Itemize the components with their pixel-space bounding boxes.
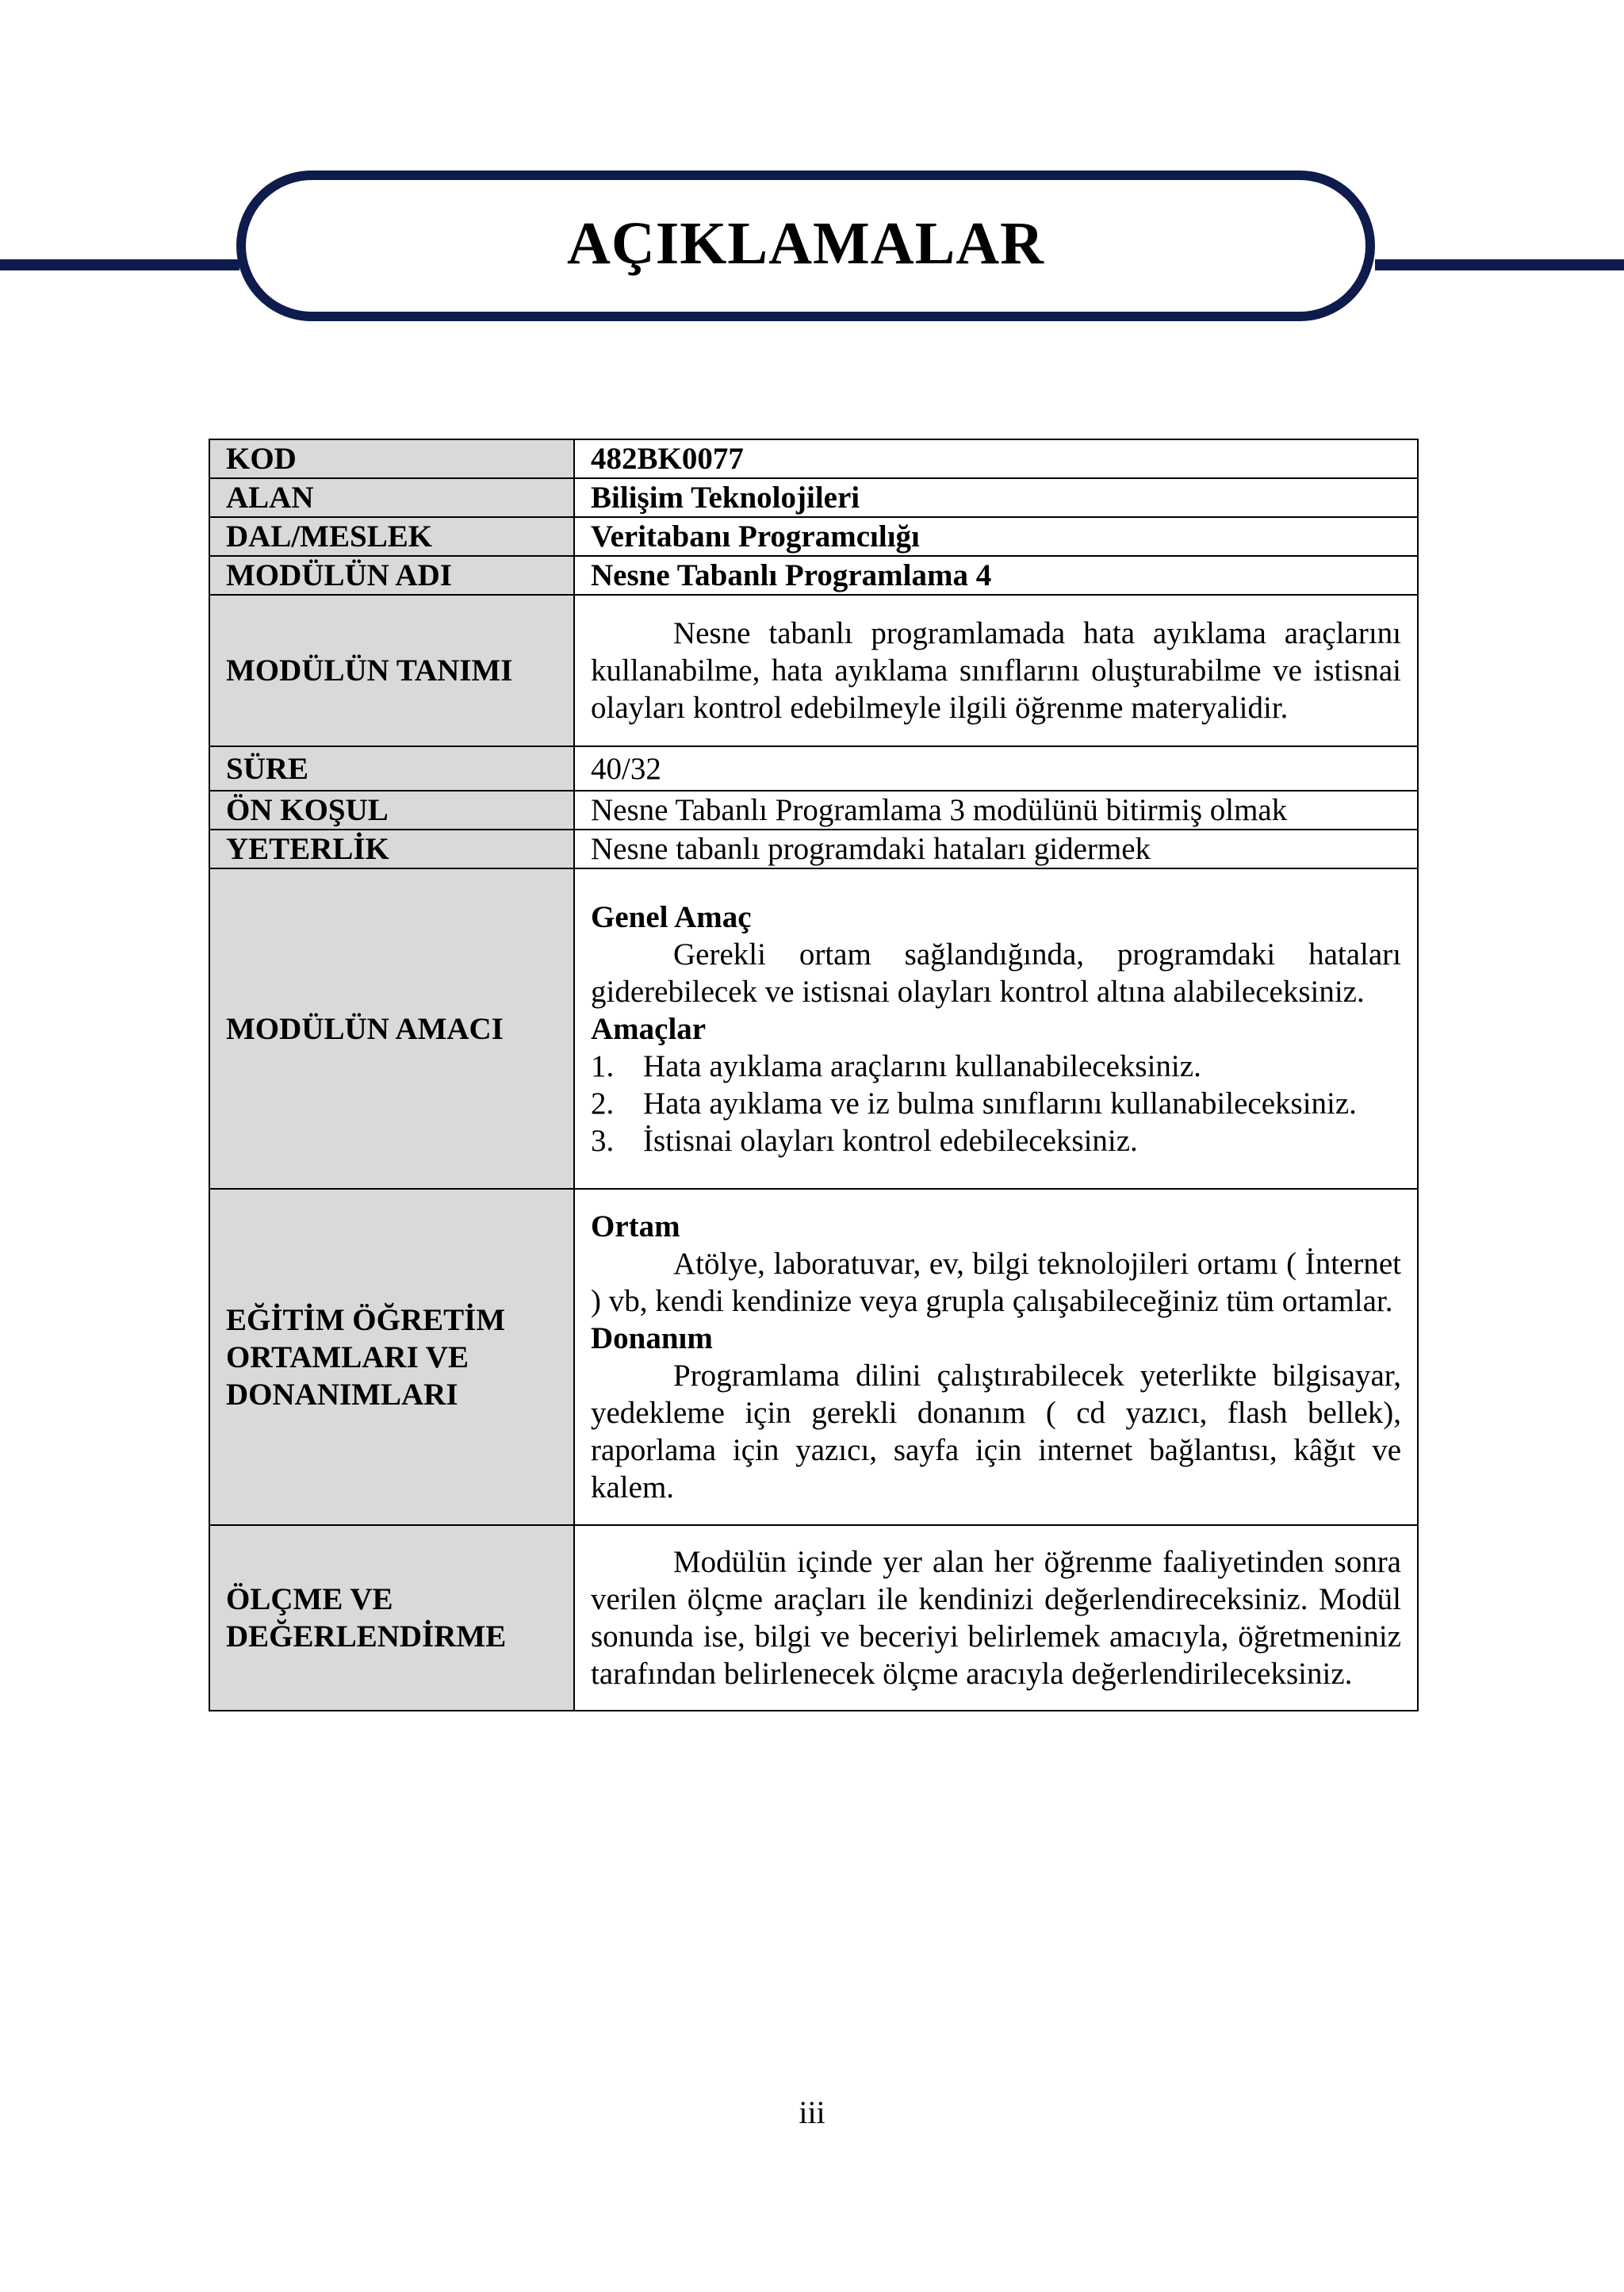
- row-modul-tanimi: [209, 595, 1418, 746]
- list-item: [591, 1085, 1401, 1122]
- list-item-number: 1.: [591, 1048, 615, 1083]
- row-alan: [209, 478, 1418, 517]
- row-modul-adi: [209, 556, 1418, 595]
- row-dal: [209, 517, 1418, 556]
- row-olcme: [209, 1525, 1418, 1711]
- header-rule-right: [1375, 259, 1624, 270]
- list-item-number: 3.: [591, 1123, 615, 1158]
- label-ortam: [209, 1189, 574, 1525]
- label-on-kosul: ÖN KOŞUL: [209, 791, 574, 830]
- label-ortam-line: ORTAMLARI VE: [226, 1340, 469, 1374]
- ortam-title: Ortam: [591, 1209, 680, 1244]
- header-rule-left: [0, 259, 239, 270]
- value-modul-adi: Nesne Tabanlı Programlama 4: [574, 556, 1418, 595]
- list-item: [591, 1122, 1401, 1159]
- value-sure: 40/32: [574, 746, 1418, 791]
- label-olcme-line: DEĞERLENDİRME: [226, 1619, 507, 1654]
- label-kod: KOD: [209, 439, 574, 478]
- label-olcme-line: ÖLÇME VE: [226, 1582, 393, 1616]
- value-olcme: Modülün içinde yer alan her öğrenme faaliyetinden sonra verilen ölçme araçları ile kendinizi değerlendireceksiniz. Modül sonunda ise, bilgi ve beceriyi belirlemek amacıyla, öğretmeniniz tarafından belirlenecek ölçme aracıyla değerlendirileceksiniz.: [591, 1545, 1401, 1691]
- label-olcme: [209, 1525, 574, 1711]
- value-modul-tanimi: Nesne tabanlı programlamada hata ayıklama araçlarını kullanabilme, hata ayıklama sınıflarını oluşturabilme ve istisnai olayları kontrol edebilmeyle ilgili öğrenme materyalidir.: [591, 616, 1401, 725]
- donanim-title: Donanım: [591, 1321, 713, 1355]
- genel-amac-text: Gerekli ortam sağlandığında, programdaki hataları giderebilecek ve istisnai olayları kontrol altına alabileceksiniz.: [591, 937, 1401, 1009]
- amaclar-title: Amaçlar: [591, 1011, 707, 1046]
- row-ortam: [209, 1189, 1418, 1525]
- label-modul-adi: MODÜLÜN ADI: [209, 556, 574, 595]
- value-kod: 482BK0077: [574, 439, 1418, 478]
- header-banner: [236, 171, 1375, 321]
- row-kod: [209, 439, 1418, 478]
- label-ortam-line: EĞİTİM ÖĞRETİM: [226, 1302, 506, 1337]
- label-yeterlik: YETERLİK: [209, 830, 574, 868]
- ortam-text: Atölye, laboratuvar, ev, bilgi teknolojileri ortamı ( İnternet ) vb, kendi kendinize veya grupla çalışabileceğiniz tüm ortamlar.: [591, 1247, 1401, 1318]
- row-yeterlik: [209, 830, 1418, 868]
- label-ortam-line: DONANIMLARI: [226, 1377, 458, 1412]
- donanim-text: Programlama dilini çalıştırabilecek yeterlikte bilgisayar, yedekleme için gerekli donanım ( cd yazıcı, flash bellek), raporlama için yazıcı, sayfa için internet bağlantısı, kâğıt ve kalem.: [591, 1359, 1401, 1504]
- module-info-table: [209, 439, 1419, 1711]
- list-item-text: Hata ayıklama ve iz bulma sınıflarını kullanabileceksiniz.: [643, 1086, 1357, 1121]
- list-item-number: 2.: [591, 1086, 615, 1121]
- value-alan: Bilişim Teknolojileri: [574, 478, 1418, 517]
- label-alan: ALAN: [209, 478, 574, 517]
- label-dal: DAL/MESLEK: [209, 517, 574, 556]
- page-title: AÇIKLAMALAR: [566, 209, 1045, 277]
- row-sure: [209, 746, 1418, 791]
- value-dal: Veritabanı Programcılığı: [574, 517, 1418, 556]
- value-yeterlik: Nesne tabanlı programdaki hataları gidermek: [574, 830, 1418, 868]
- list-item: [591, 1048, 1401, 1085]
- page-number: iii: [799, 2095, 825, 2130]
- label-modul-tanimi: MODÜLÜN TANIMI: [209, 595, 574, 746]
- value-on-kosul: Nesne Tabanlı Programlama 3 modülünü bitirmiş olmak: [574, 791, 1418, 830]
- label-amac: MODÜLÜN AMACI: [209, 868, 574, 1189]
- genel-amac-title: Genel Amaç: [591, 899, 752, 934]
- row-amac: [209, 868, 1418, 1189]
- list-item-text: İstisnai olayları kontrol edebileceksiniz.: [643, 1123, 1138, 1158]
- row-on-kosul: [209, 791, 1418, 830]
- label-sure: SÜRE: [209, 746, 574, 791]
- list-item-text: Hata ayıklama araçlarını kullanabileceksiniz.: [643, 1048, 1201, 1083]
